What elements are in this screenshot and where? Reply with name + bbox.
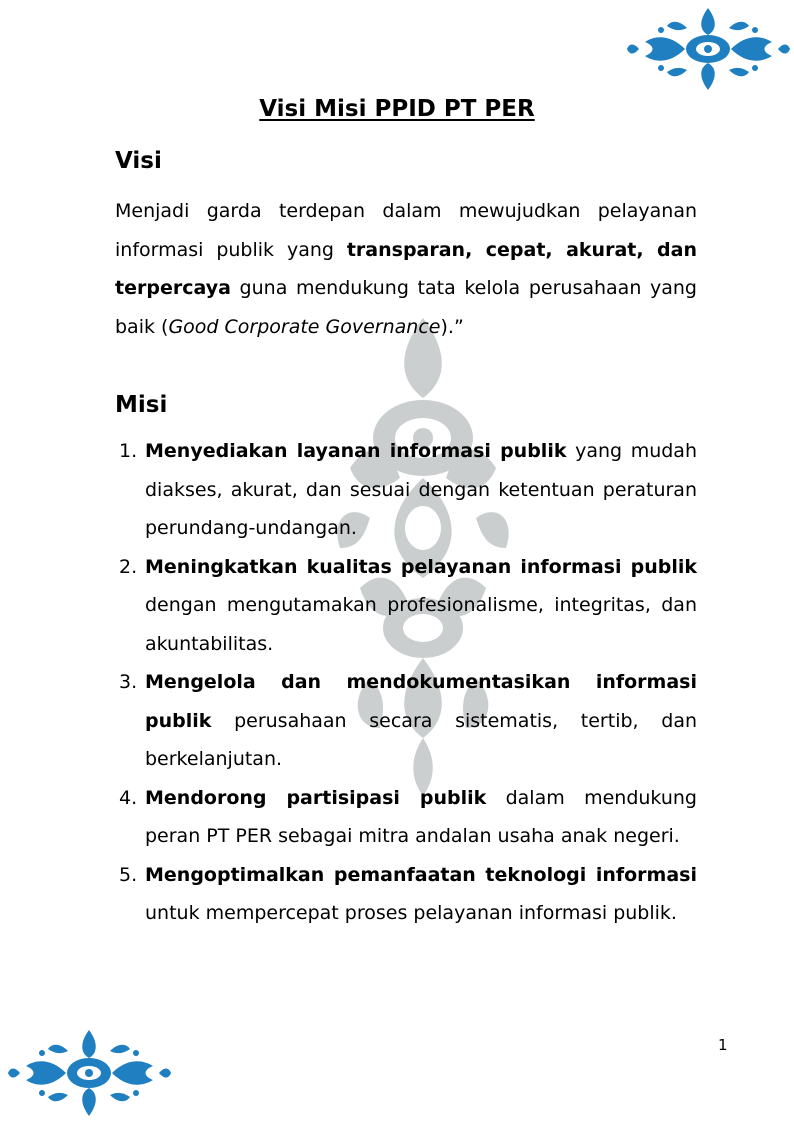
list-item <box>115 663 697 779</box>
visi-paragraph <box>115 192 697 346</box>
list-item-number: 5. <box>119 863 138 886</box>
list-item-number: 2. <box>119 555 138 578</box>
list-item-number: 3. <box>119 671 138 693</box>
list-item-bold: Mengoptimalkan pemanfaatan teknologi informasi <box>145 863 697 886</box>
visi-text-bold: transparan, cepat, akurat, dan terpercaya <box>115 238 697 299</box>
list-item-number: 1. <box>119 440 138 462</box>
list-item-bold: Meningkatkan kualitas pelayanan informasi publik <box>145 555 697 578</box>
list-item <box>115 432 697 548</box>
list-item-text: perusahaan secara sistematis, tertib, dan berkelanjutan. <box>145 709 697 770</box>
list-item-text: dalam mendukung peran PT PER sebagai mitra andalan usaha anak negeri. <box>145 786 697 847</box>
list-item-number: 4. <box>119 786 138 809</box>
list-item <box>115 856 697 933</box>
list-item-text: yang mudah diakses, akurat, dan sesuai dengan ketentuan peraturan perundang-undangan. <box>145 440 697 539</box>
list-item-text: dengan mengutamakan profesionalisme, integritas, dan akuntabilitas. <box>145 594 697 655</box>
list-item-bold: Menyediakan layanan informasi publik <box>145 440 567 462</box>
misi-heading: Misi <box>115 392 168 418</box>
visi-heading: Visi <box>115 148 162 174</box>
list-item-text: untuk mempercepat proses pelayanan informasi publik. <box>145 902 677 924</box>
visi-text-italic: Good Corporate Governance <box>168 315 441 338</box>
batik-ornament-bottom-icon <box>8 1030 171 1116</box>
page-title: Visi Misi PPID PT PER <box>259 96 535 122</box>
list-item-bold: Mengelola dan mendokumentasikan informasi publik <box>145 671 697 732</box>
visi-text-part-2: guna mendukung tata kelola perusahaan yang baik ( <box>115 277 697 338</box>
list-item <box>115 779 697 856</box>
list-item-bold: Mendorong partisipasi publik <box>145 786 487 809</box>
page-number: 1 <box>718 1036 728 1054</box>
misi-list <box>115 432 697 933</box>
visi-text-part-1: Menjadi garda terdepan dalam mewujudkan pelayanan informasi publik yang <box>115 200 697 261</box>
list-item <box>115 548 697 664</box>
visi-text-part-3: ).” <box>440 315 464 338</box>
batik-ornament-top-icon <box>627 8 790 90</box>
